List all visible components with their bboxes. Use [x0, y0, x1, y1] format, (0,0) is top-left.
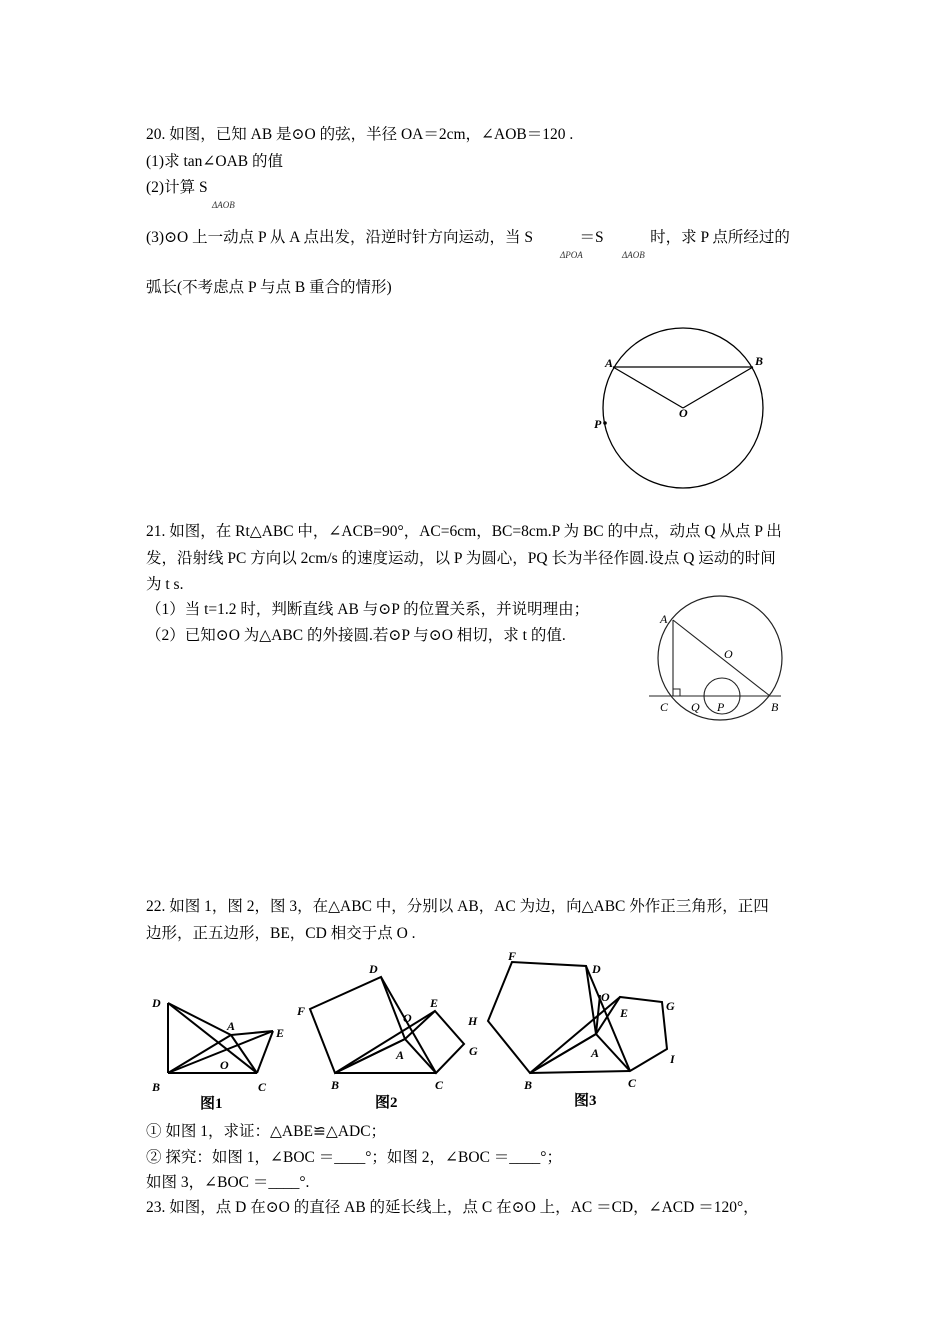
- q21-line5: （2）已知⊙O 为△ABC 的外接圆.若⊙P 与⊙O 相切，求 t 的值.: [146, 627, 566, 644]
- q22-line3: ① 如图 1，求证：△ABE≌△ADC；: [146, 1123, 387, 1140]
- fig3-caption: 图3: [574, 1093, 597, 1109]
- q22-figure-1: [140, 985, 290, 1115]
- q20-point-p: [603, 421, 607, 425]
- fig3-label-f: F: [508, 949, 517, 963]
- q21-line4: （1）当 t=1.2 时，判断直线 AB 与⊙P 的位置关系，并说明理由；: [146, 601, 590, 618]
- fig1-label-e: E: [276, 1026, 285, 1040]
- fig3-side-bc: [530, 1071, 630, 1073]
- q21-right-angle-mark: [673, 689, 680, 696]
- q23-line1: 23. 如图，点 D 在⊙O 的直径 AB 的延长线上，点 C 在⊙O 上，AC ＝CD，∠ACD ＝120°，: [146, 1199, 759, 1216]
- q22-line4: ② 探究：如图 1，∠BOC ＝____°；如图 2，∠BOC ＝____°；: [146, 1149, 562, 1166]
- q20-line4: (3)⊙O 上一动点 P 从 A 点出发，沿逆时针方向运动，当 S ＝S 时，求 P 点所经过的: [146, 229, 790, 246]
- fig2-square-aegc: [405, 1011, 464, 1073]
- fig2-label-b: B: [331, 1078, 340, 1092]
- fig1-caption: 图1: [200, 1096, 223, 1112]
- fig1-side-ac: [231, 1035, 257, 1073]
- q20-label-o: O: [679, 406, 688, 420]
- q20-line5: 弧长(不考虑点 P 与点 B 重合的情形): [146, 279, 392, 296]
- fig2-label-e: E: [430, 996, 439, 1010]
- fig3-pentagon-ab: [488, 962, 596, 1073]
- q21-line3: 为 t s.: [146, 576, 184, 593]
- fig3-side-ba: [530, 1034, 596, 1073]
- fig1-label-b: B: [152, 1080, 161, 1094]
- q21-label-p: P: [717, 700, 725, 714]
- q21-label-c: C: [660, 700, 669, 714]
- q20-line3-subscript: ΔAOB: [212, 200, 235, 210]
- q20-radius-ob: [683, 367, 753, 408]
- fig2-label-c: C: [435, 1078, 444, 1092]
- q20-line2: (1)求 tan∠OAB 的值: [146, 153, 283, 170]
- q21-figure: [645, 595, 795, 725]
- fig3-label-g: G: [666, 999, 675, 1013]
- fig2-label-a: A: [396, 1048, 405, 1062]
- q21-label-q: Q: [691, 700, 700, 714]
- q20-label-a: A: [605, 356, 614, 370]
- q21-line2: 发，沿射线 PC 方向以 2cm/s 的速度运动，以 P 为圆心，PQ 长为半径作圆.设点 Q 运动的时间: [146, 550, 776, 567]
- fig2-caption: 图2: [375, 1095, 398, 1111]
- fig2-label-d: D: [369, 962, 378, 976]
- q21-side-ab: [673, 620, 770, 696]
- fig2-side-ba: [335, 1039, 405, 1073]
- q20-line4-subscript-1: ΔPOA: [560, 250, 583, 260]
- fig3-label-i: I: [670, 1052, 675, 1066]
- fig3-label-o: O: [601, 990, 610, 1004]
- q20-figure: [585, 320, 785, 495]
- fig1-label-o: O: [220, 1058, 229, 1072]
- q21-label-o: O: [724, 647, 733, 661]
- fig2-side-dc: [381, 977, 439, 1073]
- q20-line1: 20. 如图，已知 AB 是⊙O 的弦，半径 OA＝2cm，∠AOB＝120 .: [146, 126, 574, 143]
- q21-label-a: A: [660, 612, 668, 626]
- fig2-label-g: G: [469, 1044, 478, 1058]
- q21-label-b: B: [771, 700, 779, 714]
- q20-line4-subscript-2: ΔAOB: [622, 250, 645, 260]
- fig1-side-da: [168, 1003, 231, 1035]
- fig1-label-a: A: [227, 1019, 236, 1033]
- q20-line3: (2)计算 S: [146, 179, 208, 196]
- q20-radius-oa: [613, 367, 683, 408]
- fig2-label-f: F: [297, 1004, 306, 1018]
- fig3-label-a: A: [591, 1046, 600, 1060]
- fig3-label-d: D: [592, 962, 601, 976]
- fig2-side-be: [335, 1011, 435, 1073]
- fig3-side-be: [530, 997, 620, 1073]
- fig2-label-o: O: [403, 1011, 412, 1025]
- fig3-label-e: E: [620, 1006, 629, 1020]
- fig1-side-dc: [168, 1003, 257, 1073]
- fig1-label-c: C: [258, 1080, 267, 1094]
- q22-line2: 边形，正五边形，BE，CD 相交于点 O .: [146, 925, 416, 942]
- q20-label-p: P: [594, 417, 602, 431]
- fig1-label-d: D: [152, 996, 161, 1010]
- fig3-label-c: C: [628, 1076, 637, 1090]
- fig3-label-b: B: [524, 1078, 533, 1092]
- q22-line5: 如图 3，∠BOC ＝____°.: [146, 1174, 310, 1191]
- q22-line1: 22. 如图 1，图 2，图 3，在△ABC 中，分别以 AB，AC 为边，向△ABC 外作正三角形，正四: [146, 898, 769, 915]
- fig3-label-h: H: [468, 1014, 478, 1028]
- q22-figure-3: [460, 945, 700, 1115]
- q20-label-b: B: [755, 354, 764, 368]
- q21-line1: 21. 如图，在 Rt△ABC 中，∠ACB=90°，AC=6cm，BC=8cm.P 为 BC 的中点，动点 Q 从点 P 出: [146, 523, 782, 540]
